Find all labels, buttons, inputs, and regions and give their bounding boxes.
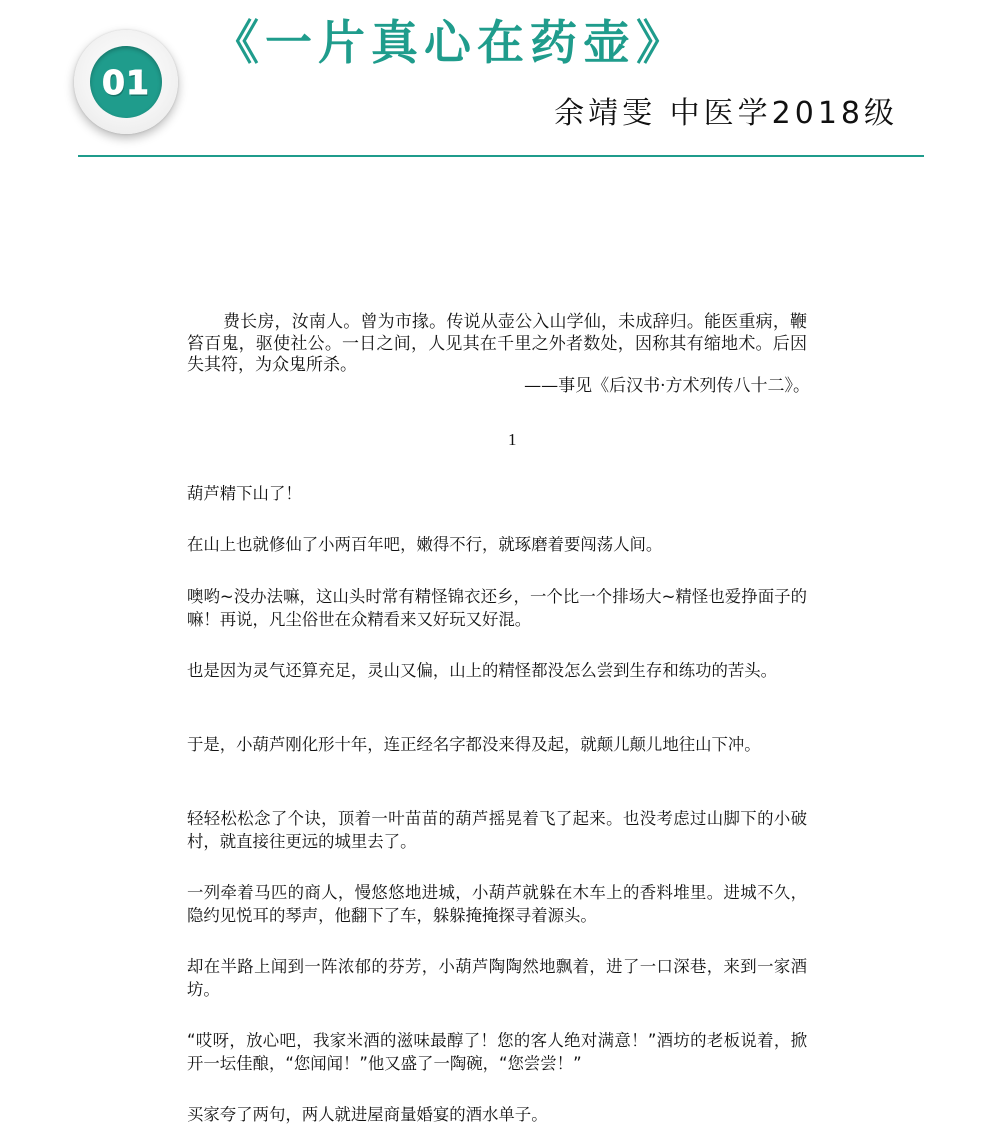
story-paragraph: “哎呀，放心吧，我家米酒的滋味最醇了！您的客人绝对满意！”酒坊的老板说着，掀开一坛佳酿，“您闻闻！”他又盛了一陶碗，“您尝尝！” <box>187 1031 807 1073</box>
story-paragraph: 一列牵着马匹的商人，慢悠悠地进城，小葫芦就躲在木车上的香料堆里。进城不久，隐约见悦耳的琴声，他翻下了车，躲躲掩掩探寻着源头。 <box>187 883 807 925</box>
story-paragraph: 在山上也就修仙了小两百年吧，嫩得不行，就琢磨着要闯荡人间。 <box>187 535 663 554</box>
chapter-badge-inner <box>90 46 162 118</box>
chapter-number: 01 <box>102 62 150 102</box>
story-paragraph: 买家夸了两句，两人就进屋商量婚宴的酒水单子。 <box>187 1105 548 1124</box>
epigraph-source: ——事见《后汉书·方术列传八十二》。 <box>524 376 810 396</box>
story-paragraph: 葫芦精下山了！ <box>187 484 302 503</box>
header-divider <box>78 155 924 157</box>
story-paragraph: 轻轻松松念了个诀，顶着一叶苗苗的葫芦摇晃着飞了起来。也没考虑过山脚下的小破村，就直接往更远的城里去了。 <box>187 809 807 851</box>
author-line: 余靖雯 中医学2018级 <box>554 96 898 131</box>
story-paragraph: 于是，小葫芦刚化形十年，连正经名字都没来得及起，就颠儿颠儿地往山下冲。 <box>187 735 761 754</box>
epigraph-text: 费长房，汝南人。曾为市掾。传说从壶公入山学仙，未成辞归。能医重病，鞭笞百鬼，驱使社公。一日之间，人见其在千里之外者数处，因称其有缩地术。后因失其符，为众鬼所杀。 <box>187 312 807 375</box>
story-paragraph: 却在半路上闻到一阵浓郁的芬芳，小葫芦陶陶然地飘着，进了一口深巷，来到一家酒坊。 <box>187 957 807 999</box>
chapter-badge <box>74 30 178 134</box>
story-paragraph: 也是因为灵气还算充足，灵山又偏，山上的精怪都没怎么尝到生存和练功的苦头。 <box>187 661 778 680</box>
page-number: 1 <box>508 430 517 449</box>
story-paragraph: 噢哟~没办法嘛，这山头时常有精怪锦衣还乡，一个比一个排场大~精怪也爱挣面子的嘛！再说，凡尘俗世在众精看来又好玩又好混。 <box>187 587 807 629</box>
page-title: 《一片真心在药壶》 <box>212 16 689 71</box>
